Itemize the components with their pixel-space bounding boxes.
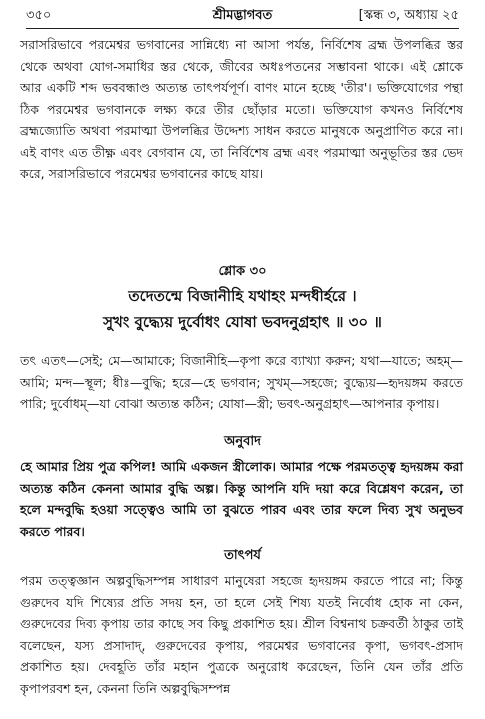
chapter-reference: [স্কন্ধ ৩, অধ্যায় ২৫ — [358, 8, 459, 23]
purport-continued-paragraph: সরাসরিভাবে পরমেশ্বর ভগবানের সান্নিধ্যে না আসা পর্যন্ত, নির্বিশেষ ব্রহ্ম উপলব্ধির স্তর থেকে অথবা যোগ-সমাধির স্তর থেকে, জীবের অধঃপতনের সম্ভাবনা থাকে। এই শ্লোকে আর একটি শব্দ ভববন্ধাণ্ড অত্যন্ত তাৎপর্যপূর্ণ। বাণং মানে হচ্ছে 'তীর'। ভক্তিযোগের পন্থা ঠিক পরমেশ্বর ভগবানকে লক্ষ্য করে তীর ছোঁড়ার মতো। ভক্তিযোগ কখনও নির্বিশেষ ব্রহ্মজ্যোতি অথবা পরমাত্মা উপলব্ধির উদ্দেশ্য সাধন করতে মানুষকে অনুপ্রাণিত করে না। এই বাণং এত তীক্ষ্ণ এবং বেগবান যে, তা নির্বিশেষ ব্রহ্ম এবং পরমাত্মা অনুভূতির স্তর ভেদ করে, সরাসরিভাবে পরমেশ্বর ভগবানের কাছে যায়। — [20, 37, 463, 181]
verse-line-2: সুখং বুদ্ধ্যেয় দুর্বোধং যোষা ভবদনুগ্রহাৎ ॥ ৩০ ॥ — [103, 313, 382, 331]
verse-label: শ্লোক ৩০ — [218, 264, 267, 279]
synonyms-paragraph: তৎ এতৎ—সেই; মে—আমাকে; বিজানীহি—কৃপা করে ব্যাখ্যা করুন; যথা—যাতে; অহম্—আমি; মন্দ—স্থূল; ধীঃ—বুদ্ধি; হরে—হে ভগবান; সুখম্—সহজে; বুদ্ধ্যেয়—হৃদয়ঙ্গম করতে পারি; দুর্বোধম্—যা বোঝা অত্যন্ত কঠিন; যোষা—স্ত্রী; ভবৎ-অনুগ্রহাৎ—আপনার কৃপায়। — [20, 353, 463, 411]
page-number: ৩৫০ — [26, 8, 52, 23]
translation-heading: অনুবাদ — [224, 434, 261, 449]
translation-paragraph: হে আমার প্রিয় পুত্র কপিল! আমি একজন স্ত্রীলোক। আমার পক্ষে পরমতত্ত্ব হৃদয়ঙ্গম করা অত্যন্ত কঠিন কেননা আমার বুদ্ধি অল্প। কিন্তু আপনি যদি দয়া করে বিশ্লেষণ করেন, তা হলে মন্দবুদ্ধি হওয়া সত্ত্বেও আমি তা বুঝতে পারব এবং তার ফলে দিব্য সুখ অনুভব করতে পারব। — [20, 459, 463, 539]
purport-paragraph: পরম তত্ত্বজ্ঞান অল্পবুদ্ধিসম্পন্ন সাধারণ মানুষেরা সহজে হৃদয়ঙ্গম করতে পারে না; কিন্তু গুরুদেব যদি শিষ্যের প্রতি সদয় হন, তা হলে সেই শিষ্য যতই নির্বোধ হোক না কেন, গুরুদেবের দিব্য কৃপায় তার কাছে সব কিছু প্রকাশিত হয়। শ্রীল বিশ্বনাথ চক্রবর্তী ঠাকুর তাই বলেছেন, যস্য প্রসাদাদ্, গুরুদেবের কৃপায়, পরমেশ্বর ভগবানের কৃপা, ভগবৎ-প্রসাদ প্রকাশিত হয়। দেবহূতি তাঁর মহান পুত্রকে অনুরোধ করেছেন, তিনি যেন তাঁর প্রতি কৃপাপরবশ হন, কেননা তিনি অল্পবুদ্ধিসম্পন্ন — [20, 573, 463, 696]
page-header — [26, 6, 459, 29]
book-title: শ্রীমদ্ভাগবত — [212, 8, 273, 23]
purport-heading: তাৎপর্য — [224, 548, 261, 563]
verse-line-1: তদেতন্মে বিজানীহি যথাহং মন্দধীর্হরে । — [128, 287, 357, 305]
